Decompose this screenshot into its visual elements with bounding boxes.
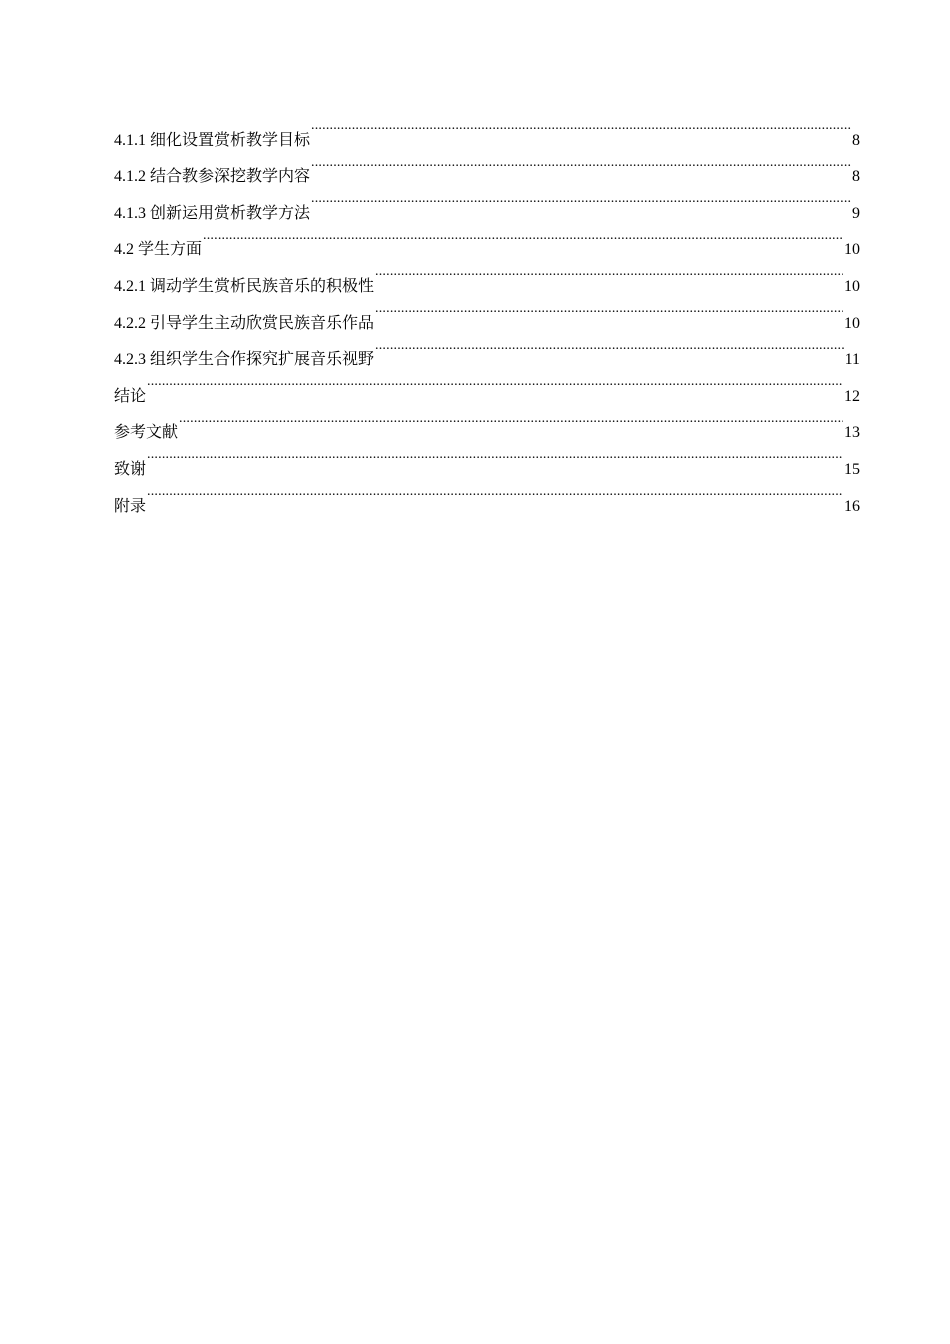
toc-entry-references[interactable] [114, 401, 860, 442]
toc-dot-leader [147, 437, 843, 474]
toc-dot-leader [147, 474, 843, 511]
toc-entry-label: 4.1.1 细化设置赏析教学目标 [114, 131, 311, 149]
toc-page-number: 15 [844, 460, 860, 478]
toc-page-number: 8 [852, 131, 860, 149]
toc-page-number: 16 [844, 497, 860, 515]
toc-entry-label: 4.1.3 创新运用赏析教学方法 [114, 204, 311, 222]
toc-entry-label: 4.2.3 组织学生合作探究扩展音乐视野 [114, 351, 375, 369]
toc-entry-label: 4.2.1 调动学生赏析民族音乐的积极性 [114, 277, 375, 295]
toc-entry-conclusion[interactable] [114, 364, 860, 405]
toc-entry-label: 4.2.2 引导学生主动欣赏民族音乐作品 [114, 314, 375, 332]
toc-entry-4-2-1[interactable] [114, 254, 860, 295]
toc-entry-label: 致谢 [114, 460, 147, 478]
toc-dot-leader [375, 254, 843, 291]
toc-entry-appendix[interactable] [114, 474, 860, 515]
toc-page-number: 11 [844, 351, 860, 369]
toc-entry-label: 结论 [114, 387, 147, 405]
toc-dot-leader [311, 145, 851, 182]
toc-entry-label: 4.1.2 结合教参深挖教学内容 [114, 168, 311, 186]
toc-page-number: 12 [844, 387, 860, 405]
toc-page-number: 13 [844, 424, 860, 442]
toc-entry-4-1-1[interactable] [114, 108, 860, 149]
toc-dot-leader [203, 218, 843, 255]
toc-page-number: 10 [844, 241, 860, 259]
toc-page-number: 9 [852, 204, 860, 222]
toc-dot-leader [375, 328, 844, 365]
toc-entry-label: 参考文献 [114, 424, 179, 442]
toc-page-number: 10 [844, 314, 860, 332]
toc-page-number: 10 [844, 277, 860, 295]
toc-dot-leader [179, 401, 843, 438]
table-of-contents [114, 108, 860, 515]
toc-dot-leader [375, 291, 843, 328]
toc-page-number: 8 [852, 168, 860, 186]
toc-dot-leader [311, 181, 851, 218]
toc-entry-acknowledgements[interactable] [114, 437, 860, 478]
toc-entry-label: 附录 [114, 497, 147, 515]
toc-entry-4-2[interactable] [114, 218, 860, 259]
toc-entry-label: 4.2 学生方面 [114, 241, 203, 259]
toc-dot-leader [147, 364, 843, 401]
toc-dot-leader [311, 108, 851, 145]
